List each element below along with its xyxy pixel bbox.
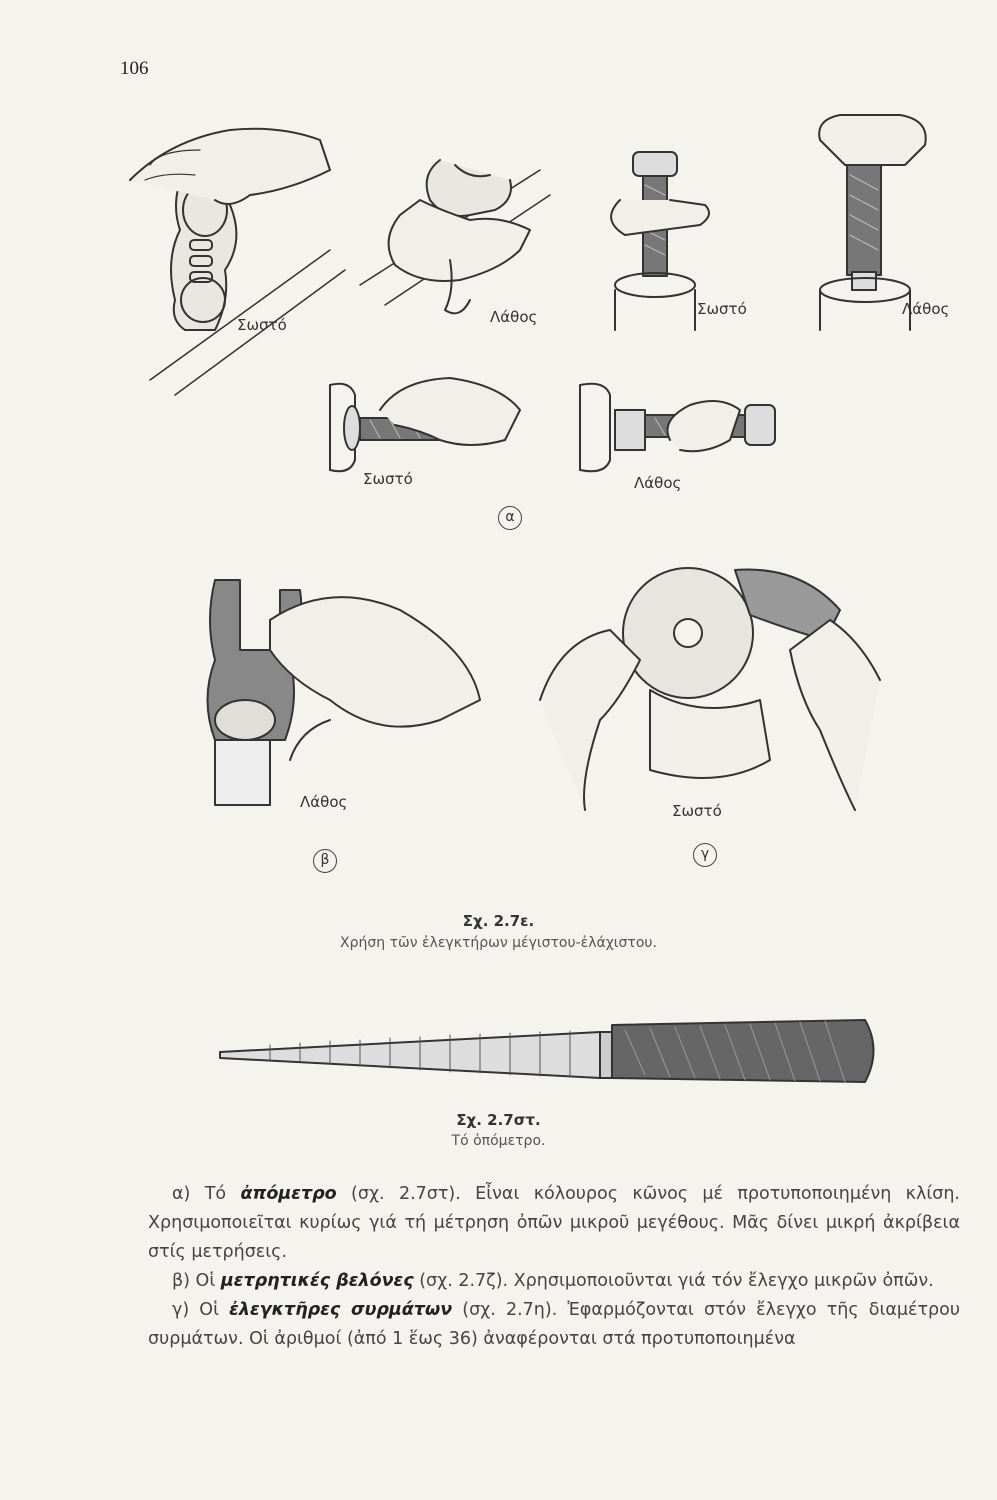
- label-wrong-a4: Λάθος: [902, 300, 950, 318]
- p3-text: (σχ. 2.7η). Ἐφαρμόζονται στόν ἔλεγχο τῆς διαμέτρου συρμάτων. Οἱ ἀριθμοί (ἀπό 1 ἕως 36) ἀναφέρονται στά προτυποποιημένα: [148, 1300, 960, 1349]
- term-hole-gauge: ἀπόμετρο: [240, 1184, 337, 1204]
- figure-st-caption-title: Σχ. 2.7στ.: [456, 1111, 541, 1129]
- plug-gauge-correct-illustration: [611, 152, 709, 330]
- taper-hole-gauge-illustration: [220, 1020, 874, 1082]
- p3-prefix: γ) Οἱ: [172, 1300, 230, 1320]
- figure-e-caption-text: Χρήση τῶν ἐλεγκτήρων μέγιστου-ἐλάχιστου.: [340, 935, 657, 951]
- label-correct-a3: Σωστό: [697, 300, 747, 318]
- horizontal-plug-wrong-illustration: [580, 384, 775, 472]
- paragraph-hole-gauge: [148, 1180, 960, 1267]
- label-wrong-a2: Λάθος: [490, 308, 538, 326]
- label-correct-g: Σωστό: [672, 802, 722, 820]
- horizontal-plug-correct-illustration: [330, 378, 520, 471]
- marker-gamma: γ: [693, 843, 717, 867]
- page-number: 106: [120, 58, 149, 79]
- gauge-on-block-wrong-illustration: [208, 580, 481, 805]
- marker-alpha: α: [498, 506, 522, 530]
- paragraph-measuring-needles: [148, 1267, 960, 1296]
- figure-e-caption-title: Σχ. 2.7ε.: [462, 912, 535, 930]
- p2-prefix: β) Οἱ: [172, 1271, 221, 1291]
- paragraph-wire-gauges: [148, 1296, 960, 1354]
- ring-gauge-correct-illustration: [540, 568, 880, 810]
- p1-text: (σχ. 2.7στ). Εἶναι κόλουρος κῶνος μέ προτυποποιημένη κλίση. Χρησιμοποιεῖται κυρίως γιά τή μέτρηση ὀπῶν μικροῦ μεγέθους. Μᾶς δίνει μικρή ἀκρίβεια στίς μετρήσεις.: [148, 1184, 960, 1262]
- marker-beta: β: [313, 849, 337, 873]
- label-wrong-b: Λάθος: [300, 793, 348, 811]
- p2-text: (σχ. 2.7ζ). Χρησιμοποιοῦνται γιά τόν ἔλεγχο μικρῶν ὀπῶν.: [413, 1271, 934, 1291]
- term-wire-gauges: ἐλεγκτῆρες συρμάτων: [229, 1300, 453, 1320]
- figure-st-caption-text: Τό ὀπόμετρο.: [451, 1133, 546, 1149]
- gauge-on-shaft-correct-illustration: [130, 129, 345, 395]
- term-measuring-needles: μετρητικές βελόνες: [220, 1271, 414, 1291]
- label-wrong-a6: Λάθος: [634, 474, 682, 492]
- label-correct-a1: Σωστό: [237, 316, 287, 334]
- body-text: [148, 1180, 960, 1354]
- label-correct-a5: Σωστό: [363, 470, 413, 488]
- gauge-tilted-wrong-illustration: [360, 160, 550, 313]
- p1-prefix: α) Τό: [172, 1184, 241, 1204]
- plug-gauge-wrong-illustration: [819, 115, 926, 330]
